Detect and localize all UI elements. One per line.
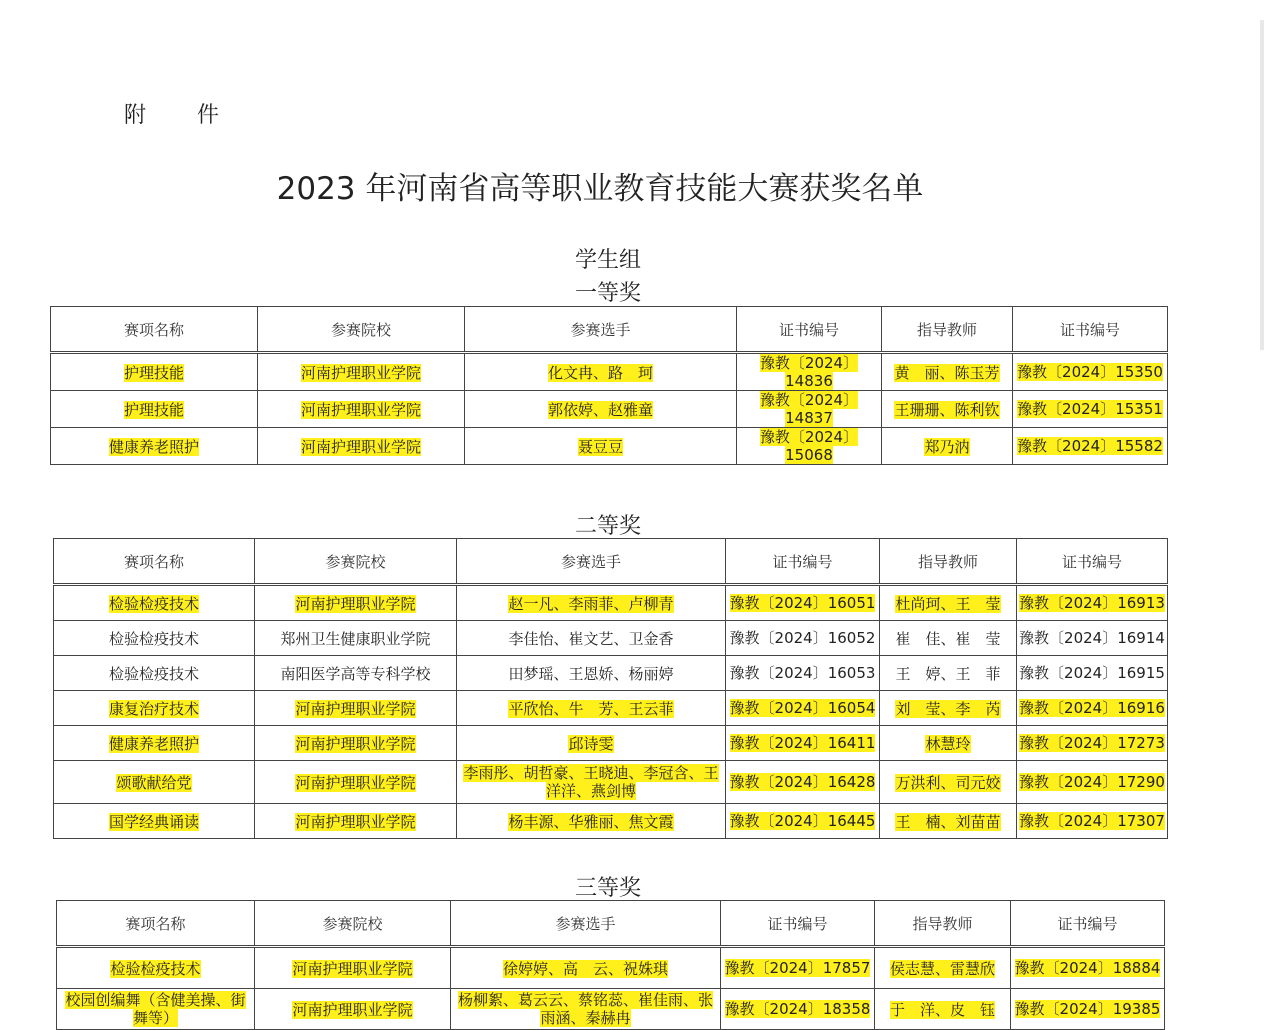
event-cell bbox=[51, 428, 258, 465]
header-event: 赛项名称 bbox=[57, 901, 255, 947]
event-cell-text: 护理技能 bbox=[123, 400, 184, 419]
third-prize-table bbox=[56, 900, 1165, 1030]
teacher-cert-cell bbox=[1017, 804, 1168, 839]
group-label: 学生组 bbox=[574, 248, 641, 273]
teacher-cert-cell bbox=[1017, 621, 1168, 656]
header-school: 参赛院校 bbox=[255, 539, 457, 585]
teachers-cell bbox=[882, 353, 1013, 391]
cert-cell-text: 豫教〔2024〕14836 bbox=[759, 354, 859, 390]
annex-label: 附 件 bbox=[124, 103, 241, 128]
event-cell-text: 国学经典诵读 bbox=[108, 812, 199, 831]
teachers-cell-text: 王 婷、王 菲 bbox=[895, 664, 1001, 683]
table-header-row bbox=[51, 307, 1168, 353]
players-cell-text: 化文冉、路 珂 bbox=[547, 363, 653, 382]
header-cert: 证书编号 bbox=[721, 901, 875, 947]
cert-cell-text: 豫教〔2024〕16411 bbox=[729, 734, 876, 752]
cert-cell-text: 豫教〔2024〕16052 bbox=[729, 629, 876, 647]
teachers-cell bbox=[880, 585, 1017, 621]
cert-cell-text: 豫教〔2024〕16428 bbox=[729, 773, 876, 791]
table-row bbox=[57, 989, 1165, 1030]
header-teachers: 指导教师 bbox=[882, 307, 1013, 353]
cert-cell bbox=[726, 656, 880, 691]
teacher-cert-cell-text: 豫教〔2024〕16913 bbox=[1019, 594, 1165, 612]
event-cell bbox=[57, 989, 255, 1030]
cert-cell bbox=[726, 726, 880, 761]
cert-cell bbox=[726, 585, 880, 621]
table-row bbox=[54, 656, 1168, 691]
header-cert: 证书编号 bbox=[737, 307, 882, 353]
teachers-cell-text: 郑乃汭 bbox=[924, 437, 970, 456]
teacher-cert-cell bbox=[1013, 353, 1168, 391]
teachers-cell bbox=[875, 989, 1011, 1030]
table-header-row bbox=[57, 901, 1165, 947]
table-row bbox=[54, 726, 1168, 761]
cert-cell bbox=[721, 947, 875, 989]
players-cell-text: 平欣怡、牛 芳、王云菲 bbox=[508, 699, 674, 718]
players-cell-text: 聂豆豆 bbox=[577, 437, 623, 456]
school-cell bbox=[258, 391, 465, 428]
event-cell-text: 检验检疫技术 bbox=[108, 629, 199, 648]
event-cell bbox=[54, 691, 255, 726]
event-cell-text: 康复治疗技术 bbox=[108, 699, 199, 718]
teachers-cell-text: 于 洋、皮 钰 bbox=[889, 1000, 995, 1019]
first-prize-label: 一等奖 bbox=[574, 281, 641, 306]
school-cell-text: 河南护理职业学院 bbox=[295, 734, 416, 753]
teachers-cell bbox=[880, 621, 1017, 656]
players-cell bbox=[457, 621, 726, 656]
event-cell-text: 检验检疫技术 bbox=[108, 664, 199, 683]
teachers-cell bbox=[880, 691, 1017, 726]
players-cell bbox=[457, 761, 726, 804]
cert-cell-text: 豫教〔2024〕16053 bbox=[729, 664, 876, 682]
header-teachers: 指导教师 bbox=[875, 901, 1011, 947]
school-cell bbox=[255, 621, 457, 656]
teachers-cell bbox=[875, 947, 1011, 989]
school-cell bbox=[255, 947, 451, 989]
cert-cell bbox=[726, 761, 880, 804]
event-cell bbox=[54, 726, 255, 761]
event-cell-text: 护理技能 bbox=[123, 363, 184, 382]
teacher-cert-cell-text: 豫教〔2024〕15351 bbox=[1017, 400, 1163, 418]
school-cell-text: 河南护理职业学院 bbox=[300, 437, 421, 456]
teachers-cell-text: 王 楠、刘苗苗 bbox=[895, 812, 1001, 831]
players-cell bbox=[451, 989, 721, 1030]
table-row bbox=[51, 353, 1168, 391]
header-teacher-cert: 证书编号 bbox=[1017, 539, 1168, 585]
event-cell bbox=[54, 656, 255, 691]
table-row bbox=[57, 947, 1165, 989]
event-cell-text: 检验检疫技术 bbox=[110, 959, 201, 978]
cert-cell bbox=[737, 428, 882, 465]
players-cell-text: 杨丰源、华雅丽、焦文霞 bbox=[508, 812, 674, 831]
header-event: 赛项名称 bbox=[51, 307, 258, 353]
first-prize-table bbox=[50, 306, 1168, 465]
event-cell-text: 健康养老照护 bbox=[108, 437, 199, 456]
header-cert: 证书编号 bbox=[726, 539, 880, 585]
table-row bbox=[51, 428, 1168, 465]
cert-cell-text: 豫教〔2024〕17857 bbox=[724, 959, 871, 977]
cert-cell bbox=[726, 804, 880, 839]
school-cell bbox=[255, 585, 457, 621]
second-prize-table bbox=[53, 538, 1168, 839]
teacher-cert-cell-text: 豫教〔2024〕16914 bbox=[1019, 629, 1165, 647]
event-cell bbox=[51, 353, 258, 391]
teacher-cert-cell-text: 豫教〔2024〕16915 bbox=[1019, 664, 1165, 682]
third-prize-label: 三等奖 bbox=[574, 876, 641, 901]
teacher-cert-cell-text: 豫教〔2024〕15350 bbox=[1017, 363, 1163, 381]
players-cell-text: 田梦瑶、王恩娇、杨丽婷 bbox=[508, 664, 674, 683]
table-row bbox=[54, 691, 1168, 726]
cert-cell-text: 豫教〔2024〕15068 bbox=[759, 428, 859, 464]
header-players: 参赛选手 bbox=[465, 307, 737, 353]
teachers-cell-text: 侯志慧、雷慧欣 bbox=[889, 959, 995, 978]
teachers-cell-text: 王珊珊、陈利钦 bbox=[894, 400, 1000, 419]
header-event: 赛项名称 bbox=[54, 539, 255, 585]
school-cell bbox=[258, 428, 465, 465]
players-cell-text: 邱诗雯 bbox=[568, 734, 614, 753]
event-cell-text: 校园创编舞（含健美操、街舞等） bbox=[65, 991, 246, 1027]
school-cell-text: 河南护理职业学院 bbox=[300, 400, 421, 419]
header-teachers: 指导教师 bbox=[880, 539, 1017, 585]
players-cell-text: 郭依婷、赵雅童 bbox=[547, 400, 653, 419]
cert-cell-text: 豫教〔2024〕14837 bbox=[759, 391, 859, 427]
teacher-cert-cell-text: 豫教〔2024〕16916 bbox=[1019, 699, 1165, 717]
cert-cell-text: 豫教〔2024〕16445 bbox=[729, 812, 876, 830]
cert-cell-text: 豫教〔2024〕16051 bbox=[729, 594, 876, 612]
header-teacher-cert: 证书编号 bbox=[1013, 307, 1168, 353]
school-cell bbox=[255, 761, 457, 804]
header-players: 参赛选手 bbox=[457, 539, 726, 585]
table-header-row bbox=[54, 539, 1168, 585]
teacher-cert-cell bbox=[1017, 585, 1168, 621]
teacher-cert-cell bbox=[1017, 691, 1168, 726]
cert-cell bbox=[721, 989, 875, 1030]
cert-cell-text: 豫教〔2024〕18358 bbox=[724, 1000, 871, 1018]
school-cell bbox=[255, 804, 457, 839]
document-title: 2023 年河南省高等职业教育技能大赛获奖名单 bbox=[276, 171, 924, 207]
teacher-cert-cell bbox=[1013, 391, 1168, 428]
teachers-cell bbox=[880, 804, 1017, 839]
teacher-cert-cell bbox=[1017, 656, 1168, 691]
event-cell bbox=[54, 621, 255, 656]
cert-cell bbox=[726, 691, 880, 726]
players-cell-text: 李雨彤、胡哲豪、王晓迪、李冠含、王洋洋、燕剑博 bbox=[463, 764, 719, 800]
event-cell bbox=[57, 947, 255, 989]
players-cell bbox=[465, 428, 737, 465]
table-row bbox=[54, 761, 1168, 804]
teacher-cert-cell bbox=[1013, 428, 1168, 465]
teachers-cell-text: 黄 丽、陈玉芳 bbox=[894, 363, 1000, 382]
school-cell bbox=[255, 656, 457, 691]
teacher-cert-cell-text: 豫教〔2024〕18884 bbox=[1014, 959, 1161, 977]
school-cell-text: 河南护理职业学院 bbox=[300, 363, 421, 382]
teacher-cert-cell-text: 豫教〔2024〕17273 bbox=[1019, 734, 1165, 752]
table-row bbox=[54, 621, 1168, 656]
players-cell-text: 李佳怡、崔文艺、卫金香 bbox=[508, 629, 674, 648]
school-cell-text: 河南护理职业学院 bbox=[295, 773, 416, 792]
players-cell bbox=[457, 656, 726, 691]
players-cell-text: 杨柳絮、葛云云、蔡铭蕊、崔佳雨、张雨涵、秦赫冉 bbox=[457, 991, 713, 1027]
event-cell bbox=[54, 761, 255, 804]
players-cell bbox=[451, 947, 721, 989]
header-school: 参赛院校 bbox=[255, 901, 451, 947]
teacher-cert-cell-text: 豫教〔2024〕19385 bbox=[1014, 1000, 1161, 1018]
teacher-cert-cell bbox=[1011, 947, 1165, 989]
school-cell-text: 河南护理职业学院 bbox=[295, 594, 416, 613]
teachers-cell-text: 杜尚珂、王 莹 bbox=[895, 594, 1001, 613]
header-school: 参赛院校 bbox=[258, 307, 465, 353]
table-row bbox=[54, 585, 1168, 621]
players-cell bbox=[457, 804, 726, 839]
event-cell bbox=[54, 585, 255, 621]
players-cell bbox=[457, 691, 726, 726]
teachers-cell bbox=[880, 761, 1017, 804]
teacher-cert-cell-text: 豫教〔2024〕17307 bbox=[1019, 812, 1165, 830]
school-cell-text: 河南护理职业学院 bbox=[292, 959, 413, 978]
header-teacher-cert: 证书编号 bbox=[1011, 901, 1165, 947]
teachers-cell-text: 崔 佳、崔 莹 bbox=[895, 629, 1001, 648]
table-row bbox=[51, 391, 1168, 428]
players-cell bbox=[465, 391, 737, 428]
school-cell-text: 河南护理职业学院 bbox=[295, 812, 416, 831]
page-edge-shadow bbox=[1260, 20, 1264, 350]
cert-cell bbox=[737, 353, 882, 391]
school-cell-text: 南阳医学高等专科学校 bbox=[280, 664, 431, 683]
second-prize-label: 二等奖 bbox=[574, 514, 641, 539]
school-cell-text: 河南护理职业学院 bbox=[292, 1000, 413, 1019]
teachers-cell-text: 刘 莹、李 芮 bbox=[895, 699, 1001, 718]
event-cell bbox=[51, 391, 258, 428]
teachers-cell bbox=[882, 391, 1013, 428]
school-cell bbox=[255, 989, 451, 1030]
cert-cell-text: 豫教〔2024〕16054 bbox=[729, 699, 876, 717]
school-cell-text: 河南护理职业学院 bbox=[295, 699, 416, 718]
school-cell bbox=[258, 353, 465, 391]
teacher-cert-cell-text: 豫教〔2024〕15582 bbox=[1017, 437, 1163, 455]
school-cell-text: 郑州卫生健康职业学院 bbox=[280, 629, 431, 648]
teacher-cert-cell bbox=[1017, 761, 1168, 804]
teacher-cert-cell bbox=[1017, 726, 1168, 761]
teachers-cell bbox=[880, 656, 1017, 691]
teachers-cell-text: 万洪利、司元姣 bbox=[895, 773, 1001, 792]
event-cell bbox=[54, 804, 255, 839]
event-cell-text: 颂歌献给党 bbox=[116, 773, 192, 792]
players-cell bbox=[457, 726, 726, 761]
teacher-cert-cell bbox=[1011, 989, 1165, 1030]
players-cell bbox=[457, 585, 726, 621]
teacher-cert-cell-text: 豫教〔2024〕17290 bbox=[1019, 773, 1165, 791]
table-row bbox=[54, 804, 1168, 839]
school-cell bbox=[255, 726, 457, 761]
cert-cell bbox=[726, 621, 880, 656]
event-cell-text: 健康养老照护 bbox=[108, 734, 199, 753]
teachers-cell bbox=[882, 428, 1013, 465]
event-cell-text: 检验检疫技术 bbox=[108, 594, 199, 613]
players-cell bbox=[465, 353, 737, 391]
header-players: 参赛选手 bbox=[451, 901, 721, 947]
teachers-cell bbox=[880, 726, 1017, 761]
players-cell-text: 徐婷婷、高 云、祝姝琪 bbox=[502, 959, 668, 978]
school-cell bbox=[255, 691, 457, 726]
cert-cell bbox=[737, 391, 882, 428]
teachers-cell-text: 林慧玲 bbox=[925, 734, 971, 753]
players-cell-text: 赵一凡、李雨菲、卢柳青 bbox=[508, 594, 674, 613]
